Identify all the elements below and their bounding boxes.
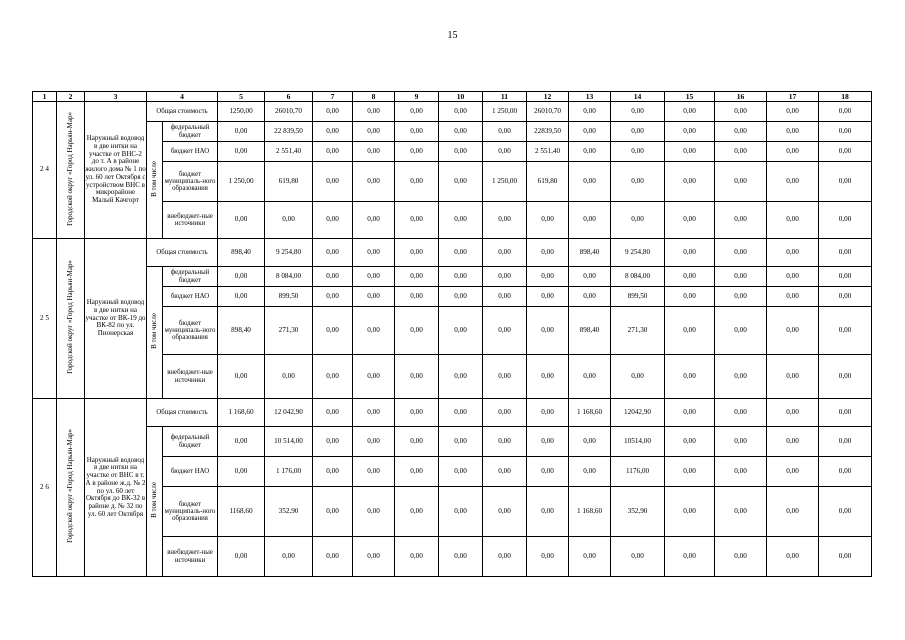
table-row — [33, 399, 872, 427]
value-cell: 0,00 — [439, 355, 483, 399]
value-cell: 0,00 — [483, 457, 527, 487]
value-cell: 0,00 — [483, 239, 527, 267]
header-cell: 9 — [395, 92, 439, 102]
value-cell: 8 084,00 — [611, 267, 665, 287]
table-row — [33, 102, 872, 122]
value-cell: 0,00 — [527, 427, 569, 457]
value-cell: 1 168,60 — [569, 487, 611, 537]
value-cell: 0,00 — [819, 427, 872, 457]
value-cell: 0,00 — [353, 122, 395, 142]
value-cell: 10514,00 — [611, 427, 665, 457]
value-cell: 0,00 — [395, 399, 439, 427]
municipality-cell — [57, 399, 85, 577]
value-cell: 0,00 — [569, 287, 611, 307]
value-cell: 619,80 — [265, 162, 313, 202]
value-cell: 0,00 — [439, 537, 483, 577]
value-cell: 0,00 — [353, 457, 395, 487]
value-cell: 0,00 — [665, 202, 715, 239]
value-cell: 0,00 — [527, 287, 569, 307]
value-cell: 0,00 — [665, 487, 715, 537]
value-cell: 0,00 — [569, 267, 611, 287]
value-cell: 12042,90 — [611, 399, 665, 427]
source-label-cell: бюджет муниципаль-ного образования — [163, 307, 218, 355]
header-cell: 6 — [265, 92, 313, 102]
value-cell: 0,00 — [767, 287, 819, 307]
value-cell: 1 168,60 — [218, 399, 265, 427]
value-cell: 0,00 — [819, 202, 872, 239]
value-cell: 0,00 — [395, 239, 439, 267]
value-cell: 0,00 — [569, 122, 611, 142]
value-cell: 0,00 — [483, 487, 527, 537]
value-cell: 0,00 — [483, 399, 527, 427]
value-cell: 898,40 — [569, 307, 611, 355]
value-cell: 0,00 — [819, 355, 872, 399]
value-cell: 0,00 — [715, 102, 767, 122]
value-cell: 0,00 — [218, 287, 265, 307]
value-cell: 0,00 — [767, 122, 819, 142]
source-label-cell: бюджет НАО — [163, 287, 218, 307]
value-cell: 0,00 — [395, 427, 439, 457]
value-cell: 0,00 — [439, 202, 483, 239]
value-cell: 0,00 — [569, 102, 611, 122]
value-cell: 0,00 — [715, 399, 767, 427]
table-row — [33, 239, 872, 267]
value-cell: 0,00 — [395, 457, 439, 487]
table-body — [33, 102, 872, 577]
value-cell: 0,00 — [218, 355, 265, 399]
value-cell: 0,00 — [527, 399, 569, 427]
value-cell: 0,00 — [665, 102, 715, 122]
value-cell: 0,00 — [483, 307, 527, 355]
value-cell: 0,00 — [395, 122, 439, 142]
value-cell: 0,00 — [313, 457, 353, 487]
header-cell: 14 — [611, 92, 665, 102]
value-cell: 8 084,00 — [265, 267, 313, 287]
value-cell: 0,00 — [353, 202, 395, 239]
budget-table-container — [32, 91, 872, 577]
value-cell: 0,00 — [483, 427, 527, 457]
municipality-text: Городской округ «Город Нарьян-Мар» — [66, 111, 75, 226]
municipality-text: Городской округ «Город Нарьян-Мар» — [66, 260, 75, 375]
source-label-cell: федеральный бюджет — [163, 427, 218, 457]
source-label-cell: внебюджет-ные источники — [163, 202, 218, 239]
in-that-number-text: В том числе — [149, 482, 158, 519]
value-cell: 0,00 — [819, 287, 872, 307]
value-cell: 0,00 — [483, 537, 527, 577]
in-that-number-cell — [147, 122, 163, 239]
value-cell: 0,00 — [353, 267, 395, 287]
value-cell: 0,00 — [611, 162, 665, 202]
value-cell: 0,00 — [767, 427, 819, 457]
value-cell: 0,00 — [218, 427, 265, 457]
value-cell: 9 254,80 — [611, 239, 665, 267]
value-cell: 0,00 — [313, 239, 353, 267]
value-cell: 0,00 — [665, 287, 715, 307]
header-cell: 15 — [665, 92, 715, 102]
value-cell: 0,00 — [218, 202, 265, 239]
value-cell: 0,00 — [395, 202, 439, 239]
value-cell: 0,00 — [611, 122, 665, 142]
value-cell: 0,00 — [313, 267, 353, 287]
value-cell: 0,00 — [395, 162, 439, 202]
value-cell: 0,00 — [665, 307, 715, 355]
value-cell: 0,00 — [665, 457, 715, 487]
header-cell: 13 — [569, 92, 611, 102]
value-cell: 0,00 — [439, 162, 483, 202]
value-cell: 352,90 — [265, 487, 313, 537]
value-cell: 0,00 — [715, 267, 767, 287]
value-cell: 22 839,50 — [265, 122, 313, 142]
value-cell: 0,00 — [527, 355, 569, 399]
value-cell: 0,00 — [715, 537, 767, 577]
value-cell: 0,00 — [569, 202, 611, 239]
value-cell: 0,00 — [218, 122, 265, 142]
source-label-cell: бюджет муниципаль-ного образования — [163, 487, 218, 537]
cost-label-cell: Общая стоимость — [147, 399, 218, 427]
header-cell: 5 — [218, 92, 265, 102]
value-cell: 26010,70 — [527, 102, 569, 122]
value-cell: 0,00 — [353, 102, 395, 122]
value-cell: 0,00 — [611, 355, 665, 399]
value-cell: 898,40 — [569, 239, 611, 267]
value-cell: 1 168,60 — [569, 399, 611, 427]
source-label-cell: бюджет НАО — [163, 142, 218, 162]
value-cell: 0,00 — [439, 487, 483, 537]
row-id-cell: 2 6 — [33, 399, 57, 577]
value-cell: 0,00 — [439, 427, 483, 457]
value-cell: 0,00 — [313, 537, 353, 577]
value-cell: 0,00 — [483, 287, 527, 307]
value-cell: 0,00 — [395, 267, 439, 287]
header-cell: 1 — [33, 92, 57, 102]
value-cell: 1 176,00 — [265, 457, 313, 487]
value-cell: 0,00 — [313, 487, 353, 537]
value-cell: 0,00 — [569, 355, 611, 399]
in-that-number-text: В том числе — [149, 313, 158, 350]
value-cell: 1250,00 — [218, 102, 265, 122]
table-row — [33, 122, 872, 142]
value-cell: 0,00 — [819, 239, 872, 267]
value-cell: 0,00 — [313, 355, 353, 399]
value-cell: 0,00 — [353, 537, 395, 577]
value-cell: 0,00 — [819, 162, 872, 202]
value-cell: 0,00 — [569, 537, 611, 577]
header-cell: 16 — [715, 92, 767, 102]
value-cell: 898,40 — [218, 239, 265, 267]
in-that-number-text: В том числе — [149, 160, 158, 197]
cost-label-cell: Общая стоимость — [147, 102, 218, 122]
value-cell: 0,00 — [715, 142, 767, 162]
value-cell: 0,00 — [353, 287, 395, 307]
value-cell: 0,00 — [611, 202, 665, 239]
value-cell: 0,00 — [313, 287, 353, 307]
value-cell: 0,00 — [395, 355, 439, 399]
value-cell: 0,00 — [819, 122, 872, 142]
value-cell: 26010,70 — [265, 102, 313, 122]
value-cell: 0,00 — [569, 457, 611, 487]
value-cell: 1176,00 — [611, 457, 665, 487]
value-cell: 0,00 — [313, 142, 353, 162]
value-cell: 0,00 — [483, 122, 527, 142]
source-label-cell: федеральный бюджет — [163, 122, 218, 142]
value-cell: 1 250,00 — [483, 102, 527, 122]
value-cell: 0,00 — [767, 399, 819, 427]
page-number: 15 — [447, 30, 458, 41]
value-cell: 0,00 — [819, 537, 872, 577]
value-cell: 0,00 — [313, 122, 353, 142]
value-cell: 0,00 — [569, 162, 611, 202]
value-cell: 0,00 — [265, 355, 313, 399]
description-cell: Наружный водовод в две нитки на участке от ВНС-2 до т. А в районе жилого дома № 1 по ул. 60 лет Октября с устройством ВНС в микрорайоне Малый Качгорт — [85, 102, 147, 239]
in-that-number-cell — [147, 267, 163, 399]
value-cell: 0,00 — [353, 399, 395, 427]
value-cell: 0,00 — [313, 202, 353, 239]
value-cell: 0,00 — [527, 457, 569, 487]
value-cell: 1 250,00 — [483, 162, 527, 202]
value-cell: 0,00 — [265, 537, 313, 577]
value-cell: 0,00 — [395, 487, 439, 537]
value-cell: 0,00 — [767, 307, 819, 355]
value-cell: 0,00 — [715, 307, 767, 355]
value-cell: 0,00 — [439, 102, 483, 122]
value-cell: 0,00 — [611, 142, 665, 162]
value-cell: 0,00 — [715, 457, 767, 487]
source-label-cell: бюджет муниципаль-ного образования — [163, 162, 218, 202]
header-cell: 12 — [527, 92, 569, 102]
value-cell: 0,00 — [819, 307, 872, 355]
value-cell: 0,00 — [819, 142, 872, 162]
header-cell: 10 — [439, 92, 483, 102]
value-cell: 0,00 — [665, 142, 715, 162]
value-cell: 0,00 — [767, 537, 819, 577]
header-cell: 2 — [57, 92, 85, 102]
value-cell: 0,00 — [819, 457, 872, 487]
value-cell: 0,00 — [353, 487, 395, 537]
source-label-cell: бюджет НАО — [163, 457, 218, 487]
cost-label-cell: Общая стоимость — [147, 239, 218, 267]
value-cell: 0,00 — [715, 355, 767, 399]
value-cell: 12 042,90 — [265, 399, 313, 427]
value-cell: 0,00 — [715, 239, 767, 267]
value-cell: 0,00 — [819, 399, 872, 427]
value-cell: 0,00 — [819, 487, 872, 537]
value-cell: 0,00 — [715, 487, 767, 537]
value-cell: 0,00 — [819, 102, 872, 122]
header-cell: 17 — [767, 92, 819, 102]
value-cell: 0,00 — [527, 537, 569, 577]
value-cell: 2 551,40 — [265, 142, 313, 162]
value-cell: 0,00 — [218, 537, 265, 577]
value-cell: 619,80 — [527, 162, 569, 202]
value-cell: 0,00 — [439, 399, 483, 427]
row-id-cell: 2 4 — [33, 102, 57, 239]
header-cell: 18 — [819, 92, 872, 102]
value-cell: 0,00 — [569, 142, 611, 162]
value-cell: 0,00 — [483, 202, 527, 239]
value-cell: 0,00 — [569, 427, 611, 457]
value-cell: 0,00 — [665, 267, 715, 287]
value-cell: 0,00 — [611, 102, 665, 122]
value-cell: 0,00 — [665, 355, 715, 399]
header-cell: 8 — [353, 92, 395, 102]
value-cell: 0,00 — [767, 162, 819, 202]
value-cell: 0,00 — [313, 399, 353, 427]
value-cell: 0,00 — [611, 537, 665, 577]
value-cell: 0,00 — [313, 102, 353, 122]
value-cell: 9 254,80 — [265, 239, 313, 267]
municipality-cell — [57, 102, 85, 239]
value-cell: 352,90 — [611, 487, 665, 537]
municipality-cell — [57, 239, 85, 399]
value-cell: 0,00 — [527, 307, 569, 355]
value-cell: 0,00 — [218, 142, 265, 162]
value-cell: 0,00 — [819, 267, 872, 287]
value-cell: 0,00 — [439, 239, 483, 267]
row-id-cell: 2 5 — [33, 239, 57, 399]
header-cell: 7 — [313, 92, 353, 102]
value-cell: 271,30 — [611, 307, 665, 355]
value-cell: 0,00 — [715, 287, 767, 307]
value-cell: 0,00 — [218, 457, 265, 487]
in-that-number-cell — [147, 427, 163, 577]
value-cell: 0,00 — [767, 142, 819, 162]
value-cell: 0,00 — [527, 487, 569, 537]
description-cell: Наружный водовод в две нитки на участке от ВНС в т. А в районе ж.д. № 2 по ул. 60 лет Октября до ВК-32 в районе д. № 32 по ул. 60 лет Октября — [85, 399, 147, 577]
value-cell: 0,00 — [527, 202, 569, 239]
value-cell: 898,40 — [218, 307, 265, 355]
value-cell: 0,00 — [767, 457, 819, 487]
value-cell: 0,00 — [313, 162, 353, 202]
value-cell: 0,00 — [265, 202, 313, 239]
value-cell: 0,00 — [665, 537, 715, 577]
description-cell: Наружный водовод в две нитки на участке от ВК-19 до ВК-82 по ул. Пионерская — [85, 239, 147, 399]
value-cell: 0,00 — [527, 239, 569, 267]
source-label-cell: федеральный бюджет — [163, 267, 218, 287]
value-cell: 0,00 — [395, 287, 439, 307]
value-cell: 0,00 — [218, 267, 265, 287]
value-cell: 0,00 — [313, 427, 353, 457]
value-cell: 0,00 — [767, 102, 819, 122]
value-cell: 0,00 — [439, 307, 483, 355]
value-cell: 0,00 — [665, 162, 715, 202]
value-cell: 0,00 — [395, 307, 439, 355]
value-cell: 0,00 — [665, 239, 715, 267]
value-cell: 0,00 — [767, 239, 819, 267]
header-cell: 3 — [85, 92, 147, 102]
value-cell: 0,00 — [439, 287, 483, 307]
value-cell: 899,50 — [611, 287, 665, 307]
value-cell: 271,30 — [265, 307, 313, 355]
value-cell: 0,00 — [439, 457, 483, 487]
value-cell: 0,00 — [483, 267, 527, 287]
value-cell: 0,00 — [353, 307, 395, 355]
value-cell: 2 551,40 — [527, 142, 569, 162]
source-label-cell: внебюджет-ные источники — [163, 355, 218, 399]
table-row — [33, 427, 872, 457]
value-cell: 0,00 — [313, 307, 353, 355]
value-cell: 0,00 — [665, 427, 715, 457]
value-cell: 1168,60 — [218, 487, 265, 537]
value-cell: 0,00 — [715, 162, 767, 202]
value-cell: 0,00 — [353, 239, 395, 267]
header-cell: 4 — [147, 92, 218, 102]
value-cell: 0,00 — [395, 537, 439, 577]
value-cell: 0,00 — [483, 355, 527, 399]
value-cell: 0,00 — [395, 142, 439, 162]
value-cell: 0,00 — [395, 102, 439, 122]
header-row — [33, 92, 872, 102]
value-cell: 1 250,00 — [218, 162, 265, 202]
budget-table — [32, 91, 872, 577]
value-cell: 0,00 — [439, 122, 483, 142]
value-cell: 899,50 — [265, 287, 313, 307]
municipality-text: Городской округ «Город Нарьян-Мар» — [66, 429, 75, 544]
header-cell: 11 — [483, 92, 527, 102]
value-cell: 0,00 — [665, 122, 715, 142]
value-cell: 0,00 — [353, 427, 395, 457]
value-cell: 0,00 — [715, 427, 767, 457]
value-cell: 0,00 — [353, 355, 395, 399]
value-cell: 0,00 — [439, 267, 483, 287]
value-cell: 0,00 — [767, 202, 819, 239]
value-cell: 0,00 — [715, 122, 767, 142]
value-cell: 0,00 — [527, 267, 569, 287]
value-cell: 22839,50 — [527, 122, 569, 142]
value-cell: 0,00 — [767, 267, 819, 287]
source-label-cell: внебюджет-ные источники — [163, 537, 218, 577]
value-cell: 0,00 — [353, 162, 395, 202]
value-cell: 0,00 — [665, 399, 715, 427]
value-cell: 0,00 — [767, 355, 819, 399]
value-cell: 0,00 — [715, 202, 767, 239]
table-row — [33, 267, 872, 287]
value-cell: 0,00 — [767, 487, 819, 537]
value-cell: 0,00 — [439, 142, 483, 162]
value-cell: 0,00 — [483, 142, 527, 162]
value-cell: 0,00 — [353, 142, 395, 162]
value-cell: 10 514,00 — [265, 427, 313, 457]
